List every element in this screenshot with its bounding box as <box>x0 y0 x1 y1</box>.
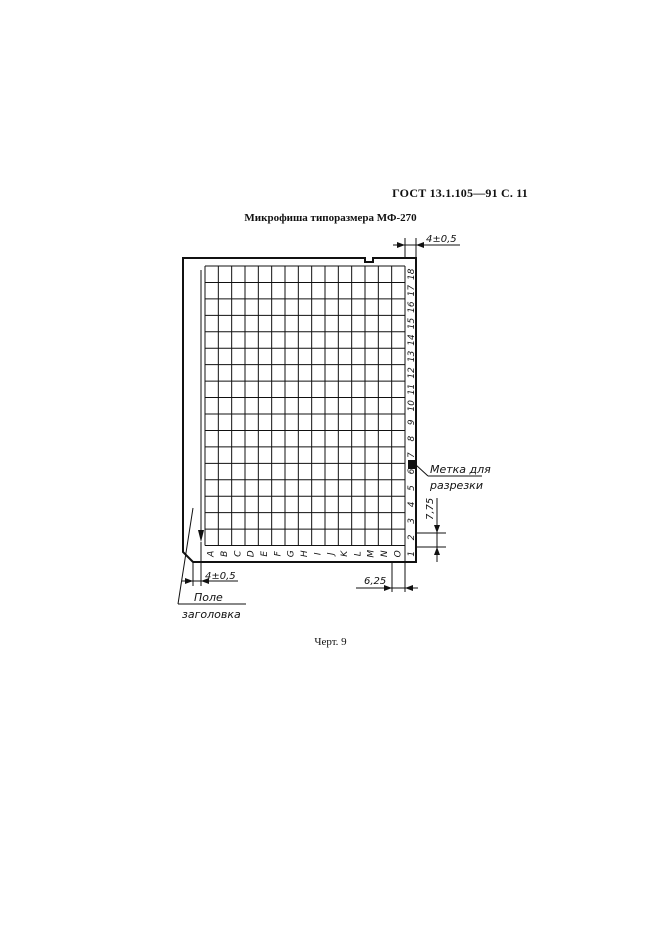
column-label: H <box>300 550 310 558</box>
figure-caption: Черт. 9 <box>314 636 347 648</box>
column-label: E <box>260 550 270 557</box>
row-label: 12 <box>407 367 417 379</box>
column-label: M <box>366 549 377 558</box>
top-margin-dimension: 4±0,5 <box>426 234 457 245</box>
column-label: I <box>313 552 324 556</box>
row-label: 7 <box>407 452 417 458</box>
row-label: 18 <box>407 268 417 280</box>
row-label: 1 <box>407 550 417 557</box>
row-label: 5 <box>407 485 417 491</box>
cut-mark <box>408 460 415 469</box>
row-label: 13 <box>407 350 417 363</box>
top-margin-arrow-a <box>397 242 405 248</box>
row-label: 14 <box>407 334 417 346</box>
row-label: 9 <box>407 419 417 426</box>
cut-mark-label-line1: Метка для <box>430 463 491 476</box>
column-label: L <box>353 551 364 557</box>
column-label: N <box>380 550 390 558</box>
header-field-arrowhead <box>198 530 204 542</box>
column-label: G <box>286 550 297 558</box>
row-label: 4 <box>407 501 417 508</box>
cut-mark-label-line2: разрезки <box>430 479 483 492</box>
cut-mark-leader <box>416 465 428 476</box>
row-label: 3 <box>407 518 417 524</box>
left-margin-dimension: 4±0,5 <box>205 571 236 582</box>
figure-title: Микрофиша типоразмера МФ-270 <box>244 212 417 224</box>
document-reference: ГОСТ 13.1.105—91 С. 11 <box>392 186 528 200</box>
cell-height-arrow-a <box>434 525 440 533</box>
column-label: K <box>340 550 350 557</box>
cell-width-arrow-b <box>405 585 413 591</box>
row-label: 15 <box>407 317 417 330</box>
column-label: J <box>326 552 337 556</box>
header-field-leader <box>178 508 193 604</box>
header-field-label-line1: Поле <box>194 591 223 604</box>
row-label: 17 <box>407 284 417 297</box>
column-label: A <box>206 550 217 557</box>
row-label: 2 <box>407 534 417 541</box>
row-label: 10 <box>407 400 417 412</box>
left-margin-arrow-a <box>185 578 193 584</box>
column-label: F <box>273 551 284 557</box>
row-label: 6 <box>407 468 417 475</box>
column-label: O <box>393 550 404 558</box>
column-label: D <box>246 550 257 558</box>
row-label: 8 <box>407 435 417 442</box>
cell-height-arrow-b <box>434 547 440 555</box>
top-margin-arrow-b <box>416 242 424 248</box>
row-label: 11 <box>407 383 417 396</box>
frame-grid <box>205 266 405 562</box>
column-label: C <box>233 550 244 557</box>
row-label: 16 <box>407 301 417 313</box>
header-field-label-line2: заголовка <box>182 608 241 621</box>
column-label: B <box>220 550 230 557</box>
column-labels <box>207 550 404 558</box>
cell-height-dimension: 7,75 <box>425 497 436 520</box>
cell-width-dimension: 6,25 <box>364 576 387 587</box>
